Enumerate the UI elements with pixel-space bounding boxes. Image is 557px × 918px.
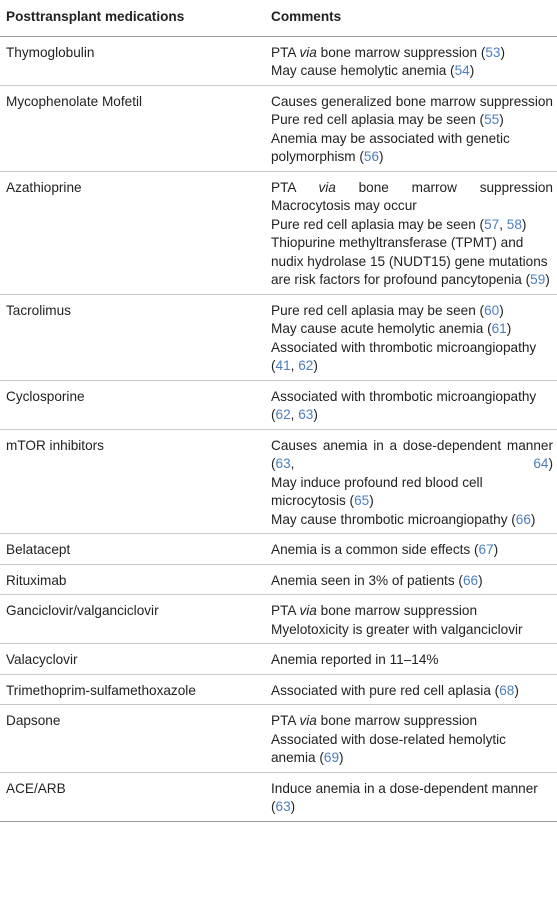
- table-row: [0, 705, 557, 773]
- comment-cell: [265, 380, 557, 429]
- reference-link[interactable]: 65: [354, 493, 370, 508]
- comment-line: [271, 780, 553, 817]
- medication-name: Mycophenolate Mofetil: [0, 85, 265, 171]
- comment-text: ): [379, 149, 384, 164]
- table-row: [0, 674, 557, 705]
- comment-text: Macrocytosis may occur: [271, 198, 417, 213]
- medication-name: Dapsone: [0, 705, 265, 773]
- reference-link[interactable]: 66: [515, 511, 531, 527]
- comment-cell: [265, 674, 557, 705]
- comment-line: [271, 111, 553, 130]
- comment-text: PTA: [271, 713, 300, 728]
- comment-text: ): [514, 682, 519, 698]
- comment-text: ): [499, 112, 504, 127]
- medication-name: Tacrolimus: [0, 294, 265, 380]
- table-body: [0, 36, 557, 821]
- comment-text: bone marrow suppression: [316, 713, 478, 728]
- medication-name: Ganciclovir/valganciclovir: [0, 595, 265, 644]
- comment-line: [271, 541, 553, 560]
- comment-line: [271, 602, 553, 621]
- comment-line: [271, 511, 553, 530]
- table-row: [0, 171, 557, 294]
- reference-link[interactable]: 66: [462, 572, 479, 588]
- column-header-comments: Comments: [265, 0, 557, 36]
- comment-text: ): [469, 63, 475, 78]
- comment-line: [271, 44, 553, 63]
- medication-name: Azathioprine: [0, 171, 265, 294]
- medication-name: Trimethoprim-sulfamethoxazole: [0, 674, 265, 705]
- reference-link[interactable]: 61: [491, 321, 507, 336]
- comment-text: Pure red cell aplasia may be seen (: [271, 112, 485, 127]
- medication-name: ACE/ARB: [0, 772, 265, 821]
- comment-text: ): [313, 407, 318, 422]
- comment-text: ): [290, 799, 296, 814]
- comment-text: PTA: [271, 179, 319, 195]
- reference-link[interactable]: 62: [275, 407, 291, 422]
- reference-link[interactable]: 55: [484, 112, 500, 127]
- comment-text: Anemia seen in 3% of patients (: [271, 572, 463, 588]
- reference-link[interactable]: 56: [363, 149, 380, 164]
- reference-link[interactable]: 67: [478, 542, 494, 557]
- comment-cell: [265, 595, 557, 644]
- comment-line: [271, 388, 553, 425]
- comment-text: ,: [499, 216, 507, 232]
- comment-line: [271, 62, 553, 81]
- comment-text: Anemia is a common side effects (: [271, 542, 479, 557]
- comment-cell: [265, 36, 557, 85]
- comment-cell: [265, 171, 557, 294]
- comment-text: bone marrow suppression: [316, 603, 478, 618]
- table-row: [0, 564, 557, 595]
- table-row: [0, 36, 557, 85]
- comment-line: [271, 339, 553, 376]
- medication-name: Rituximab: [0, 564, 265, 595]
- comment-text: May cause acute hemolytic anemia (: [271, 321, 492, 336]
- comment-cell: [265, 772, 557, 821]
- comment-text: ): [478, 572, 483, 588]
- reference-link[interactable]: 63: [298, 407, 314, 422]
- comment-text: Associated with thrombotic microangiopathy (: [271, 388, 537, 422]
- comment-text: Anemia may be associated with genetic polymorphism (: [271, 130, 510, 164]
- comment-line: [271, 572, 553, 591]
- comment-cell: [265, 534, 557, 565]
- comment-line: [271, 474, 553, 511]
- comment-line: [271, 302, 553, 321]
- table-row: [0, 380, 557, 429]
- comment-line: [271, 179, 553, 198]
- reference-link[interactable]: 59: [530, 272, 546, 287]
- comment-text: ): [499, 302, 504, 318]
- comment-text: PTA: [271, 44, 300, 60]
- table-row: [0, 595, 557, 644]
- medication-name: mTOR inhibitors: [0, 429, 265, 534]
- reference-link[interactable]: 62: [298, 358, 314, 373]
- comment-text: bone marrow suppression (: [316, 44, 486, 60]
- comment-cell: [265, 705, 557, 773]
- comment-cell: [265, 294, 557, 380]
- comment-text: Pure red cell aplasia may be seen (: [271, 216, 485, 232]
- comment-text: ): [339, 750, 344, 765]
- medication-name: Cyclosporine: [0, 380, 265, 429]
- reference-link[interactable]: 64: [533, 456, 549, 471]
- comment-text: PTA: [271, 603, 300, 618]
- comment-line: [271, 651, 553, 670]
- comment-text: ): [493, 542, 499, 557]
- comment-line: [271, 320, 553, 339]
- reference-link[interactable]: 63: [275, 799, 291, 814]
- comment-line: [271, 621, 553, 640]
- comment-text: May induce profound red blood cell microcytosis (: [271, 474, 483, 508]
- italic-text: via: [299, 713, 317, 728]
- comment-text: Thiopurine methyltransferase (TPMT) and nudix hydrolase 15 (NUDT15) gene mutations are risk factors for profound pancytopenia (: [271, 235, 548, 287]
- comment-text: Anemia reported in 11–14%: [271, 652, 439, 667]
- table-header-row: [0, 0, 557, 36]
- comment-line: [271, 130, 553, 167]
- comment-line: [271, 437, 553, 474]
- comment-line: [271, 712, 553, 731]
- comment-text: ,: [290, 456, 534, 471]
- comment-cell: [265, 644, 557, 675]
- table-row: [0, 429, 557, 534]
- reference-link[interactable]: 60: [484, 302, 500, 318]
- reference-link[interactable]: 57: [484, 216, 500, 232]
- reference-link[interactable]: 58: [506, 216, 522, 232]
- reference-link[interactable]: 68: [499, 682, 515, 698]
- comment-line: [271, 216, 553, 235]
- comment-text: ): [369, 493, 374, 508]
- comment-text: ,: [290, 358, 299, 373]
- table-row: [0, 644, 557, 675]
- table-row: [0, 772, 557, 821]
- reference-link[interactable]: 41: [275, 358, 291, 373]
- comment-text: ): [506, 321, 512, 336]
- medication-name: Valacyclovir: [0, 644, 265, 675]
- comment-text: ): [500, 44, 506, 60]
- table-row: [0, 85, 557, 171]
- medication-name: Thymoglobulin: [0, 36, 265, 85]
- comment-line: [271, 197, 553, 216]
- comment-text: ,: [290, 407, 299, 422]
- italic-text: via: [299, 44, 317, 60]
- comment-text: ): [530, 511, 536, 527]
- comment-text: ): [548, 456, 553, 471]
- column-header-medications: Posttransplant medications: [0, 0, 265, 36]
- italic-text: via: [299, 603, 317, 618]
- comment-text: May cause thrombotic microangiopathy (: [271, 511, 516, 527]
- table-row: [0, 294, 557, 380]
- comment-line: [271, 731, 553, 768]
- comment-text: Causes generalized bone marrow suppression: [271, 93, 553, 109]
- comment-text: ): [545, 272, 550, 287]
- comment-text: ): [313, 358, 318, 373]
- comment-line: [271, 93, 553, 112]
- comment-text: Associated with thrombotic microangiopathy (: [271, 339, 537, 373]
- comment-cell: [265, 85, 557, 171]
- comment-line: [271, 682, 553, 701]
- reference-link[interactable]: 69: [323, 750, 340, 765]
- comment-text: ): [521, 216, 527, 232]
- comment-text: Associated with dose-related hemolytic anemia (: [271, 731, 506, 765]
- reference-link[interactable]: 53: [485, 44, 501, 60]
- comment-cell: [265, 429, 557, 534]
- reference-link[interactable]: 63: [275, 456, 291, 471]
- comment-text: Induce anemia in a dose-dependent manner (: [271, 780, 538, 814]
- reference-link[interactable]: 54: [454, 63, 470, 78]
- comment-cell: [265, 564, 557, 595]
- comment-line: [271, 234, 553, 290]
- comment-text: Myelotoxicity is greater with valganciclovir: [271, 621, 523, 637]
- comment-text: Associated with pure red cell aplasia (: [271, 682, 500, 698]
- comment-text: May cause hemolytic anemia (: [271, 63, 455, 78]
- table-row: [0, 534, 557, 565]
- comment-text: Pure red cell aplasia may be seen (: [271, 302, 485, 318]
- comment-text: Causes anemia in a dose-dependent manner (: [271, 437, 553, 471]
- italic-text: via: [318, 179, 336, 195]
- comment-text: bone marrow suppression: [335, 179, 553, 195]
- medication-name: Belatacept: [0, 534, 265, 565]
